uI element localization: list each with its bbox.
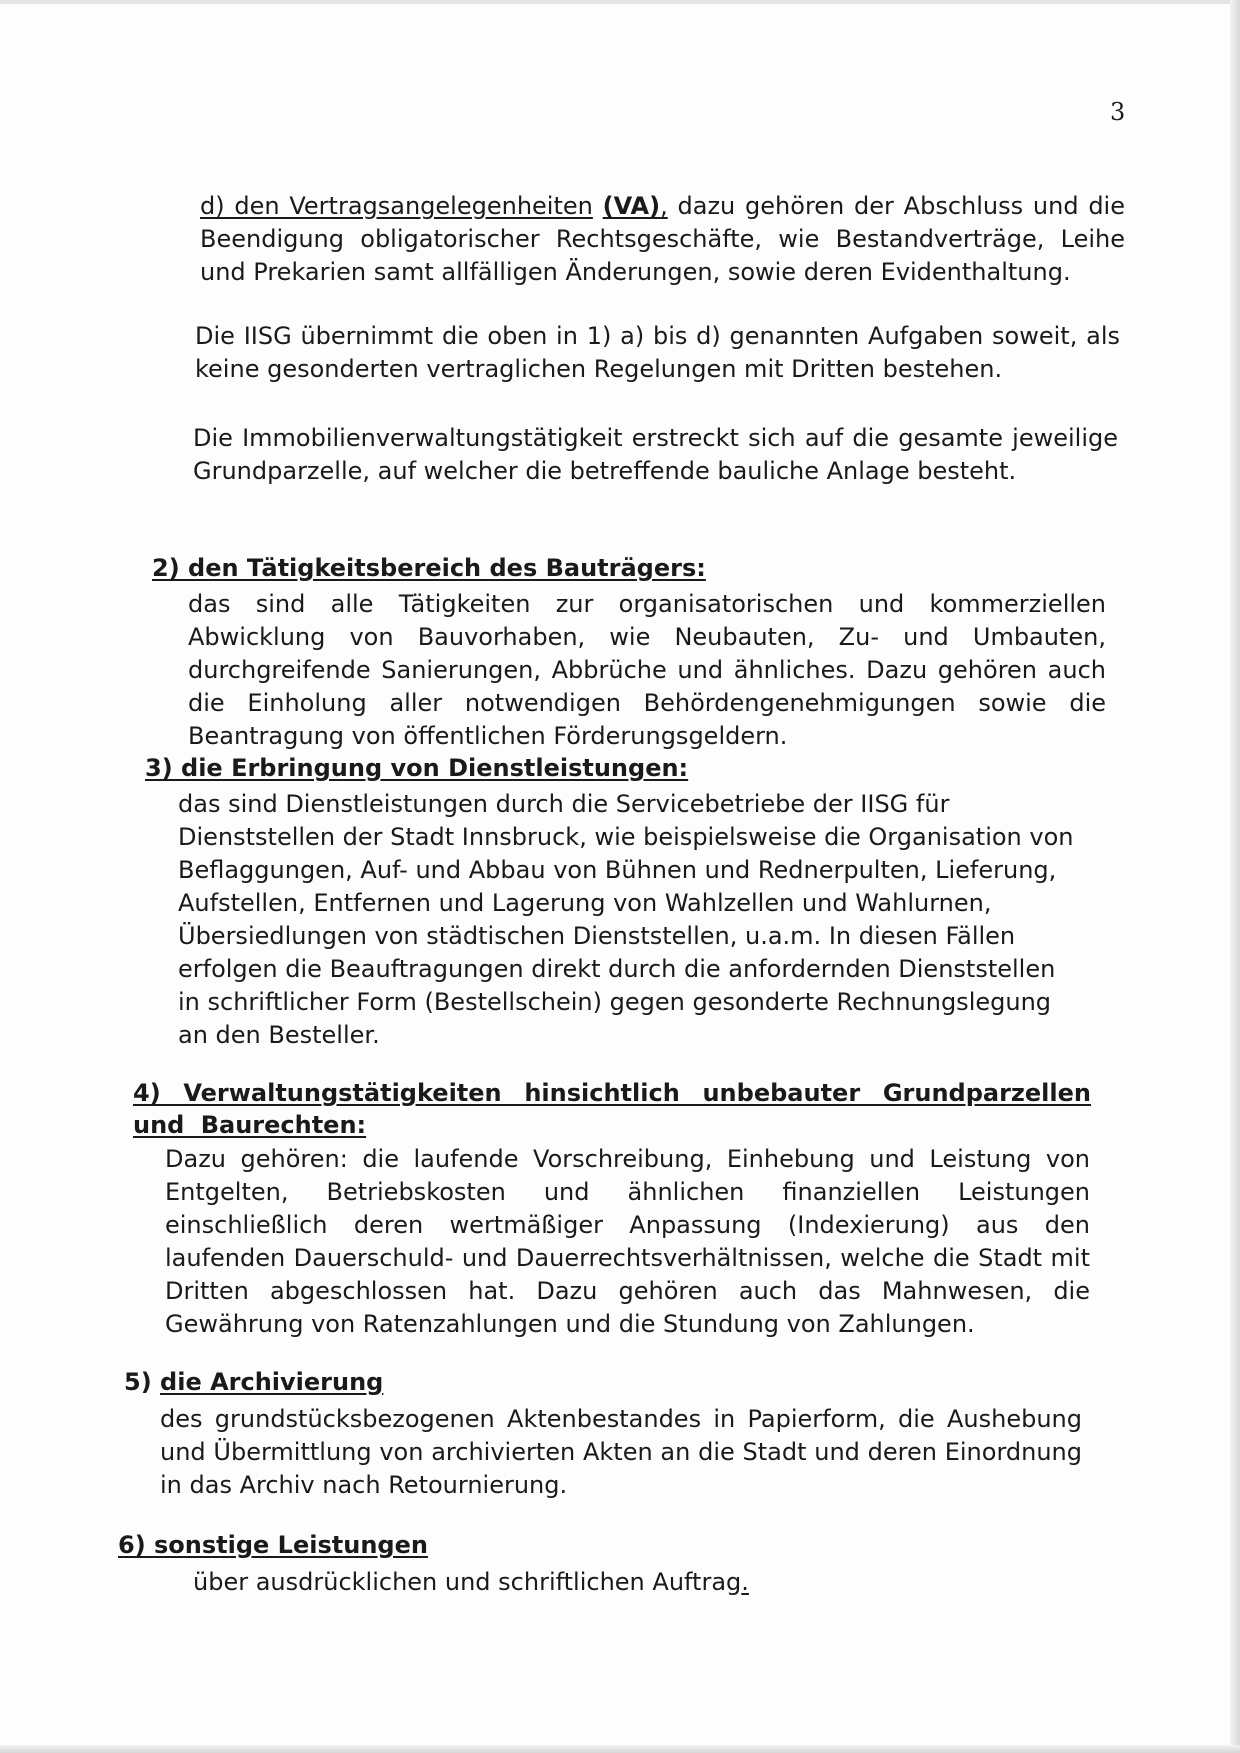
- page-number: 3: [1110, 98, 1126, 126]
- section-3-body: das sind Dienstleistungen durch die Servicebetriebe der IISG für Dienststellen der Stadt Innsbruck, wie beispielsweise die Organisation von Beflaggungen, Auf- und Abbau von Bühnen und Rednerpulten, Lieferung, Aufstellen, Entfernen und Lagerung von Wahlzellen und Wahlurnen, Übersiedlungen von städtischen Dienststellen, u.a.m. In diesen Fällen erfolgen die Beauftragungen direkt durch die anfordernden Dienststellen in schriftlicher Form (Bestellschein) gegen gesonderte Rechnungslegung an den Besteller.: [178, 790, 1074, 1049]
- item-d-comma: ,: [660, 192, 668, 220]
- scan-edge-top: [0, 0, 1240, 4]
- item-d-text: dazu gehören der Abschluss und die Beendigung obligatorischer Rechtsgeschäfte, wie Bestandverträge, Leihe und Prekarien samt allfälligen Änderungen, sowie deren Evidenthaltung.: [200, 192, 1125, 286]
- scope-paragraph: Die Immobilienverwaltungstätigkeit erstreckt sich auf die gesamte jeweilige Grundparzelle, auf welcher die betreffende bauliche Anlage besteht.: [193, 424, 1118, 485]
- scan-edge-bottom: [0, 1745, 1240, 1753]
- section-2-body: das sind alle Tätigkeiten zur organisatorischen und kommerziellen Abwicklung von Bauvorhaben, wie Neubauten, Zu- und Umbauten, durchgreifende Sanierungen, Abbrüche und ähnliches. Dazu gehören auch die Einholung aller notwendigen Behördengenehmigungen sowie die Beantragung von öffentlichen Förderungsgeldern.: [188, 590, 1106, 750]
- section-4-heading: 4) Verwaltungstätigkeiten hinsichtlich unbebauter Grundparzellen und Baurechten:: [133, 1079, 1091, 1139]
- section-6-body-text: über ausdrücklichen und schriftlichen Auftrag: [193, 1568, 742, 1596]
- section-6-body-end: .: [741, 1568, 749, 1596]
- item-d-abbreviation: (VA): [602, 192, 661, 220]
- item-d-label: d) den Vertragsangelegenheiten: [200, 192, 593, 220]
- section-5-heading: die Archivierung: [160, 1368, 384, 1396]
- section-5-number: 5): [124, 1368, 152, 1396]
- section-2-heading: 2) den Tätigkeitsbereich des Bauträgers:: [152, 554, 706, 582]
- section-5-body: des grundstücksbezogenen Aktenbestandes in Papierform, die Aushebung und Übermittlung von archivierten Akten an die Stadt und deren Einordnung in das Archiv nach Retournierung.: [160, 1405, 1082, 1499]
- item-d-paragraph: [200, 190, 1125, 289]
- section-5-heading-line: [124, 1367, 383, 1397]
- section-3-heading: 3) die Erbringung von Dienstleistungen:: [145, 754, 689, 782]
- section-4-body: Dazu gehören: die laufende Vorschreibung, Einhebung und Leistung von Entgelten, Betriebskosten und ähnlichen finanziellen Leistungen einschließlich deren wertmäßiger Anpassung (Indexierung) aus den laufenden Dauerschuld- und Dauerrechtsverhältnissen, welche die Stadt mit Dritten abgeschlossen hat. Dazu gehören auch das Mahnwesen, die Gewährung von Ratenzahlungen und die Stundung von Zahlungen.: [165, 1145, 1090, 1338]
- section-6-body: [193, 1566, 1093, 1599]
- section-6-heading: 6) sonstige Leistungen: [118, 1531, 428, 1559]
- iisg-paragraph: Die IISG übernimmt die oben in 1) a) bis d) genannten Aufgaben soweit, als keine gesonderten vertraglichen Regelungen mit Dritten bestehen.: [195, 322, 1120, 383]
- scan-edge-right: [1230, 0, 1240, 1753]
